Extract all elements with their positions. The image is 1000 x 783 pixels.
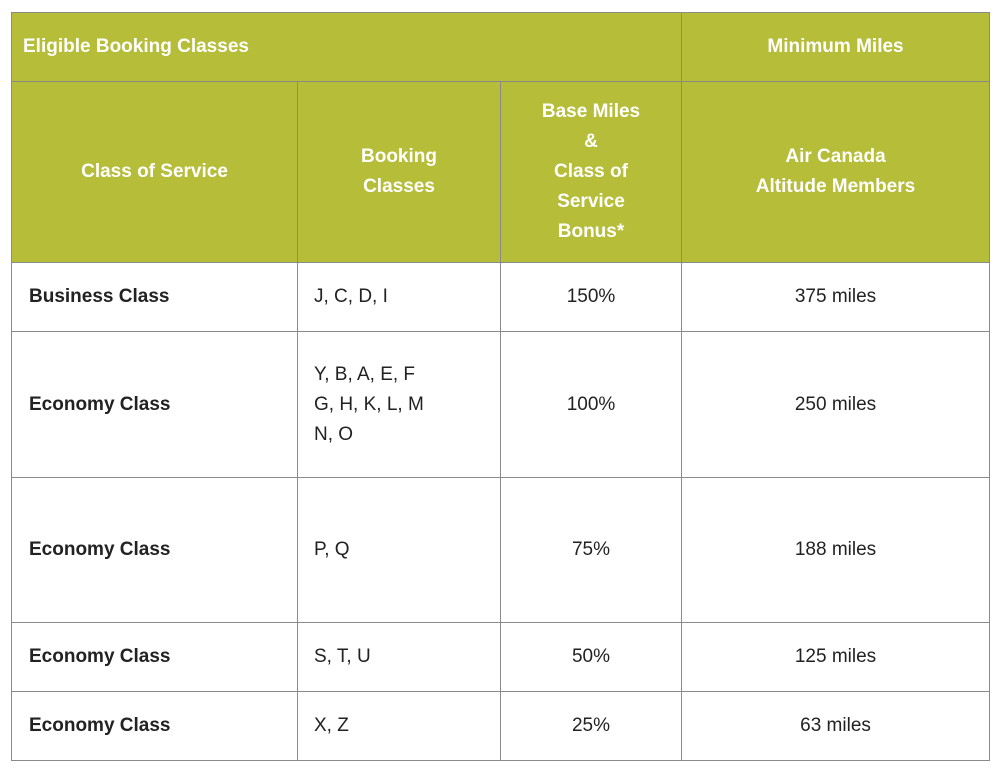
column-header-row	[12, 82, 990, 263]
header-line: Class of	[554, 161, 628, 182]
base-miles-cell: 100%	[501, 332, 682, 478]
base-miles-cell: 25%	[501, 692, 682, 761]
class-of-service-cell: Business Class	[12, 263, 298, 332]
minimum-miles-cell: 375 miles	[682, 263, 990, 332]
table-row	[12, 692, 990, 761]
booking-classes-header	[298, 82, 501, 263]
booking-line: N, O	[314, 423, 354, 445]
base-miles-cell: 75%	[501, 478, 682, 623]
header-line: Booking	[361, 146, 437, 167]
class-of-service-cell: Economy Class	[12, 623, 298, 692]
booking-classes-table	[11, 12, 990, 761]
base-miles-cell: 50%	[501, 623, 682, 692]
header-line: Altitude Members	[755, 176, 916, 197]
altitude-members-header	[682, 82, 990, 263]
base-miles-cell: 150%	[501, 263, 682, 332]
eligible-booking-classes-header: Eligible Booking Classes	[12, 13, 682, 82]
class-of-service-cell: Economy Class	[12, 478, 298, 623]
miles-table-container	[11, 12, 990, 761]
booking-classes-cell	[298, 478, 501, 623]
header-line: Base Miles	[541, 101, 641, 122]
class-of-service-cell: Economy Class	[12, 332, 298, 478]
minimum-miles-cell: 63 miles	[682, 692, 990, 761]
booking-line: J, C, D, I	[314, 286, 388, 307]
base-miles-header	[501, 82, 682, 263]
group-header-row	[12, 13, 990, 82]
booking-line: S, T, U	[314, 646, 371, 667]
minimum-miles-cell: 250 miles	[682, 332, 990, 478]
header-line: Classes	[363, 176, 435, 197]
class-of-service-header: Class of Service	[12, 82, 298, 263]
header-line: Service	[557, 191, 625, 212]
table-row	[12, 623, 990, 692]
minimum-miles-header: Minimum Miles	[682, 13, 990, 82]
booking-line: X, Z	[314, 715, 349, 736]
booking-classes-cell	[298, 332, 501, 478]
minimum-miles-cell: 125 miles	[682, 623, 990, 692]
class-of-service-cell: Economy Class	[12, 692, 298, 761]
booking-line: G, H, K, L, M	[314, 393, 424, 415]
booking-classes-cell	[298, 623, 501, 692]
header-line: Air Canada	[785, 146, 886, 167]
header-line: &	[584, 131, 598, 152]
header-line: Bonus*	[557, 221, 625, 242]
table-row	[12, 332, 990, 478]
table-row	[12, 263, 990, 332]
booking-classes-cell	[298, 263, 501, 332]
booking-classes-cell	[298, 692, 501, 761]
minimum-miles-cell: 188 miles	[682, 478, 990, 623]
table-row	[12, 478, 990, 623]
booking-line: Y, B, A, E, F	[314, 363, 416, 385]
booking-line: P, Q	[314, 539, 350, 560]
